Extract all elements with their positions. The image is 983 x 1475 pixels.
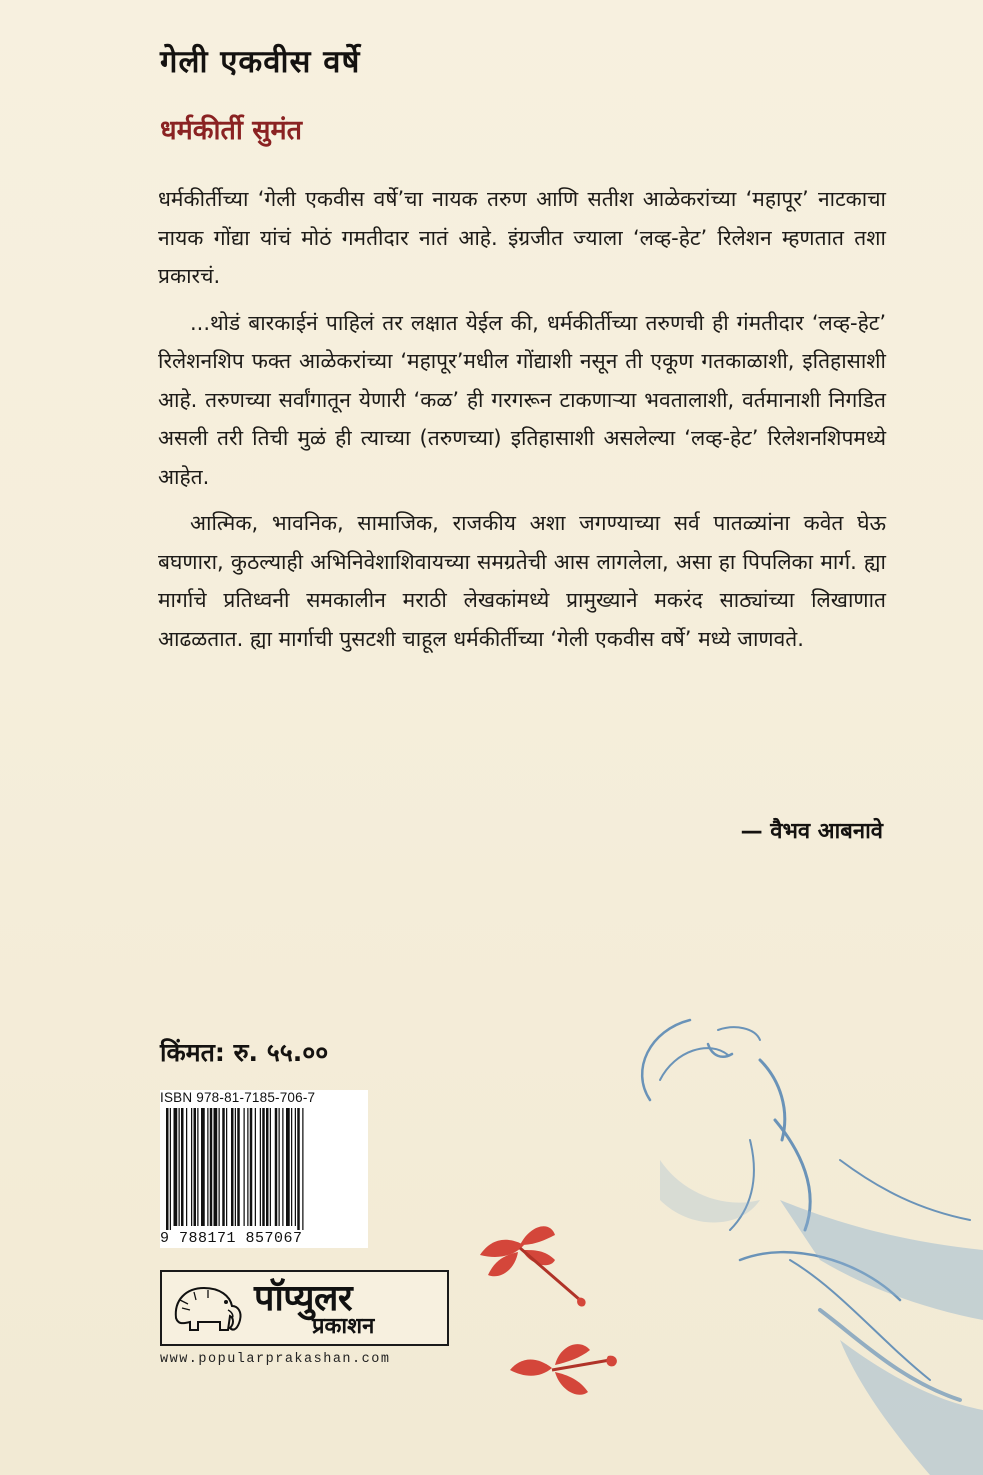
barcode-bar <box>210 1108 213 1226</box>
barcode-icon <box>160 1108 368 1230</box>
barcode-bar <box>231 1108 234 1226</box>
barcode-bar <box>207 1108 208 1226</box>
sketch-shading <box>660 1160 983 1475</box>
flower-upper <box>480 1226 586 1306</box>
publisher-name: पॉप्युलर <box>254 1278 353 1319</box>
barcode-bar <box>295 1108 296 1226</box>
barcode-bar <box>222 1108 225 1226</box>
barcode-bar <box>250 1108 253 1226</box>
barcode-bar <box>279 1108 280 1226</box>
barcode-bar <box>260 1108 261 1226</box>
elephant-logo-icon <box>168 1278 248 1336</box>
barcode-bar <box>219 1108 220 1226</box>
barcode-bar <box>201 1108 205 1226</box>
blurb-paragraph: ...थोडं बारकाईनं पाहिलं तर लक्षात येईल की, धर्मकीर्तीच्या तरुणची ही गंमतीदार ‘लव्ह-हेट’ रिलेशनशिप फक्त आळेकरांच्या ‘महापूर’मधील गोंद्याशी नसून ती एकूण गतकाळाशी, इतिहासाशी आहे. तरुणच्या सर्वांगातून येणारी ‘कळ’ ही गरगरून टाकणाऱ्या भवतालाशी, वर्तमानाशी निगडित असली तरी तिची मुळं ही त्याच्या (तरुणच्या) इतिहासाशी असलेल्या ‘लव्ह-हेट’ रिलेशनशिपमध्ये आहेत. <box>158 310 886 489</box>
barcode-bar <box>186 1108 187 1226</box>
barcode-bar <box>226 1108 227 1226</box>
barcode-bar <box>181 1108 184 1226</box>
book-author: धर्मकीर्ती सुमंत <box>160 115 303 146</box>
barcode-bar <box>166 1108 169 1230</box>
reviewer-signature: — वैभव आबनावे <box>740 819 883 844</box>
publisher-logo-box <box>160 1270 449 1346</box>
price-label: किंमत: रु. ५५.०० <box>160 1038 329 1067</box>
isbn-barcode-block <box>160 1090 368 1248</box>
barcode-bar <box>174 1108 178 1226</box>
flower-lower <box>510 1344 617 1395</box>
barcode-bar <box>191 1108 192 1226</box>
barcode-bar <box>286 1108 290 1226</box>
barcode-bar <box>262 1108 265 1226</box>
barcode-bar <box>275 1108 278 1226</box>
barcode-bar <box>179 1108 180 1226</box>
barcode-bar <box>170 1108 171 1230</box>
barcode-bar <box>270 1108 271 1226</box>
barcode-bar <box>266 1108 269 1226</box>
barcode-bar <box>247 1108 248 1226</box>
barcode-bar <box>282 1108 283 1226</box>
barcode-bar <box>297 1108 300 1230</box>
blurb-text <box>158 180 886 666</box>
isbn-label: ISBN 978-81-7185-706-7 <box>160 1090 316 1105</box>
publisher-subtitle: प्रकाशन <box>312 1314 375 1339</box>
barcode-bar <box>235 1108 236 1226</box>
barcode-bar <box>255 1108 256 1226</box>
barcode-bar <box>214 1108 218 1226</box>
barcode-digits: 9 788171 857067 <box>160 1230 303 1247</box>
blurb-paragraph: आत्मिक, भावनिक, सामाजिक, राजकीय अशा जगण्याच्या सर्व पातळ्यांना कवेत घेऊ बघणारा, कुठल्याही अभिनिवेशाशिवायच्या समग्रतेची आस लागलेला, असा हा पिपलिका मार्ग. ह्या मार्गाचे प्रतिध्वनी समकालीन मराठी लेखकांमध्ये प्रामुख्याने मकरंद साठ्यांच्या लिखाणात आढळतात. ह्या मार्गाची पुसटशी चाहूल धर्मकीर्तीच्या ‘गेली एकवीस वर्षे’ मध्ये जाणवते. <box>158 511 886 651</box>
publisher-url: www.popularprakashan.com <box>160 1352 391 1367</box>
book-title: गेली एकवीस वर्षे <box>160 44 361 80</box>
barcode-bar <box>291 1108 292 1226</box>
barcode-bar <box>244 1108 245 1226</box>
cover-illustration <box>460 960 983 1475</box>
barcode-bar <box>197 1108 198 1226</box>
barcode-bar <box>194 1108 197 1226</box>
blurb-paragraph: धर्मकीर्तीच्या ‘गेली एकवीस वर्षे’चा नायक तरुण आणि सतीश आळेकरांच्या ‘महापूर’ नाटकाचा नायक गोंद्या यांचं मोठं गमतीदार नातं आहे. इंग्रजीत ज्याला ‘लव्ह-हेट’ रिलेशन म्हणतात तशा प्रकारचं. <box>158 187 886 288</box>
barcode-bar <box>237 1108 240 1226</box>
barcode-bar <box>302 1108 303 1230</box>
